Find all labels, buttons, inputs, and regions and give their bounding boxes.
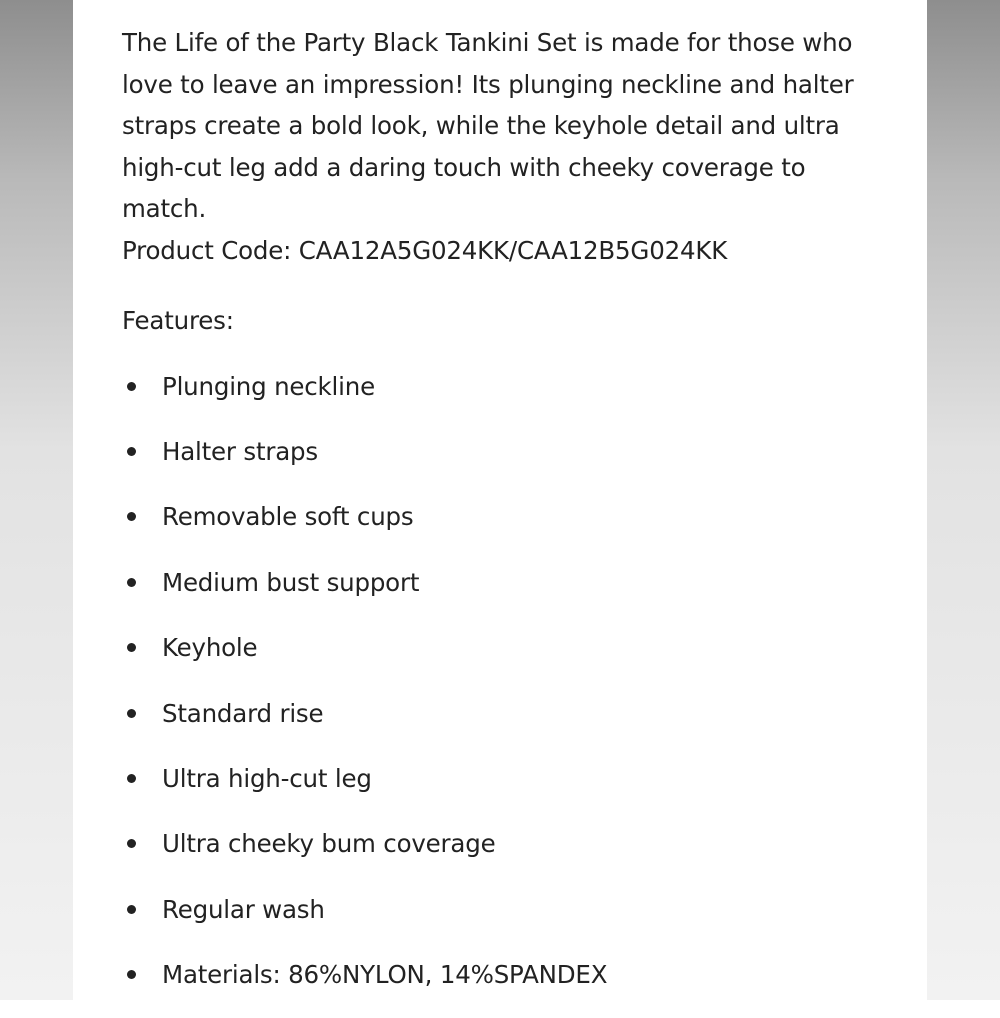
feature-label: Keyhole — [162, 633, 258, 663]
features-heading: Features: — [122, 305, 234, 335]
feature-label: Plunging neckline — [162, 371, 375, 401]
bullet-icon — [127, 578, 136, 587]
product-description-content — [122, 22, 912, 1018]
feature-label: Regular wash — [162, 894, 325, 924]
bullet-icon — [127, 839, 136, 848]
bullet-icon — [127, 905, 136, 914]
feature-label: Materials: 86%NYLON, 14%SPANDEX — [162, 960, 608, 990]
feature-label: Medium bust support — [162, 567, 420, 597]
product-description-card — [73, 0, 927, 1000]
bullet-icon — [127, 709, 136, 718]
feature-item — [122, 430, 912, 495]
feature-item — [122, 561, 912, 626]
bullet-icon — [127, 774, 136, 783]
description-line: straps create a bold look, while the keyhole detail and ultra — [122, 111, 840, 141]
feature-item — [122, 953, 912, 1018]
feature-item — [122, 822, 912, 887]
feature-item — [122, 495, 912, 560]
feature-label: Halter straps — [162, 436, 318, 466]
feature-item — [122, 626, 912, 691]
product-description — [122, 22, 912, 272]
description-line: match. — [122, 194, 207, 224]
bullet-icon — [127, 512, 136, 521]
feature-label: Standard rise — [162, 698, 324, 728]
feature-label: Ultra cheeky bum coverage — [162, 829, 496, 859]
right-side-gradient — [927, 0, 1000, 1000]
bullet-icon — [127, 382, 136, 391]
product-code: Product Code: CAA12A5G024KK/CAA12B5G024KK — [122, 235, 728, 265]
feature-item — [122, 757, 912, 822]
feature-item — [122, 365, 912, 430]
feature-item — [122, 888, 912, 953]
feature-item — [122, 692, 912, 757]
bullet-icon — [127, 970, 136, 979]
features-list — [122, 365, 912, 1018]
feature-label: Ultra high-cut leg — [162, 763, 372, 793]
left-side-gradient — [0, 0, 73, 1000]
description-line: The Life of the Party Black Tankini Set is made for those who — [122, 28, 853, 57]
bullet-icon — [127, 447, 136, 456]
description-line: love to leave an impression! Its plunging neckline and halter — [122, 69, 854, 99]
feature-label: Removable soft cups — [162, 502, 414, 532]
bullet-icon — [127, 643, 136, 652]
description-line: high-cut leg add a daring touch with cheeky coverage to — [122, 152, 806, 182]
